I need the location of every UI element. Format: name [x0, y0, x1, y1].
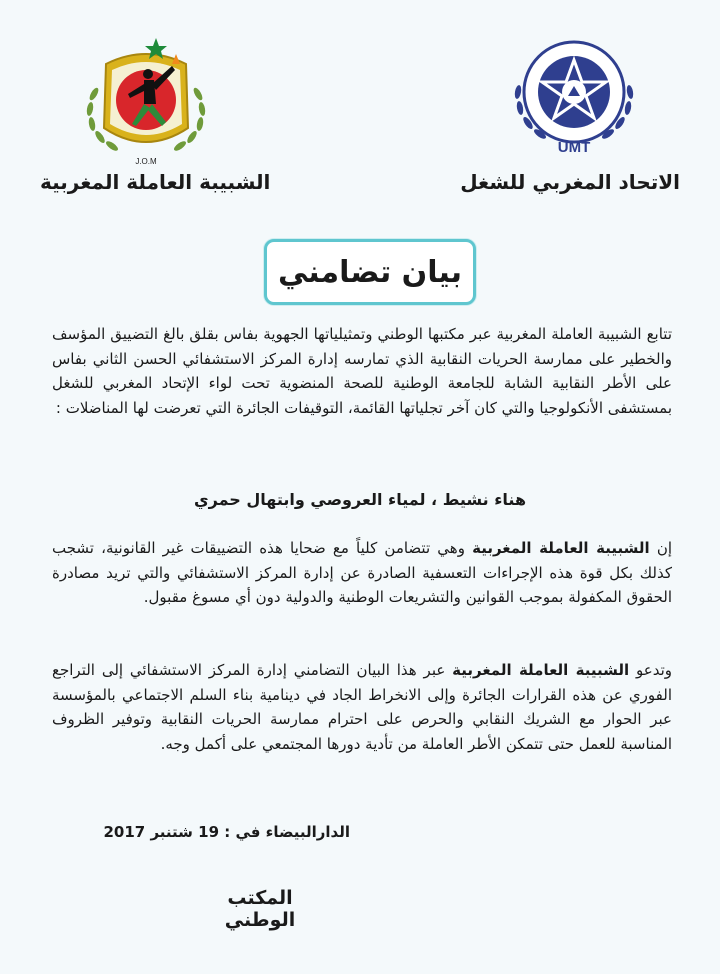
names-line: هناء نشيط ، لمياء العروصي وابتهال حمري: [193, 490, 527, 509]
title-box: [264, 239, 476, 305]
org-highlight: الشبيبة العاملة المغربية: [472, 539, 650, 557]
paragraph-intro: تتابع الشبيبة العاملة المغربية عبر مكتبها الوطني وتمثيلياتها الجهوية بفاس بقلق بالغ التضييق المؤسف والخطير على ممارسة الحريات النقابية الذي تمارسه إدارة المركز الاستشفائي الحسن الثاني بفاس على الأطر النقابية الشابة للجامعة الوطنية للصحة المنضوية تحت لواء الإتحاد المغربي للشغل بمستشفى الأنكولوجيا والتي كان آخر تجلياتها القائمة، التوقيفات الجائرة التي تعرضت لها المناضلات :: [52, 325, 672, 417]
svg-text:UMT: UMT: [557, 139, 591, 156]
jom-logo: [72, 24, 220, 172]
paragraph-prefix: إن: [649, 539, 673, 557]
org-name-umt: الاتحاد المغربي للشغل: [460, 170, 680, 194]
paragraph-call: [52, 658, 672, 756]
org-name-jom: الشبيبة العاملة المغربية: [40, 170, 271, 194]
date-line: الدارالبيضاء في : 19 شتنبر 2017: [103, 823, 350, 841]
paragraph-text: عبر هذا البيان التضامني إدارة المركز الاستشفائي إلى التراجع الفوري عن هذه القرارات الجائرة وإلى الانخراط الجاد في دينامية بناء السلم الاجتماعي بالمؤسسة عبر الحوار مع الشريك النقابي والحرص على احترام ممارسة الحريات النقابية وتوفير الظروف المناسبة للعمل حتى تتمكن الأطر العاملة من تأدية دورها المجتمعي على أكمل وجه.: [52, 661, 672, 753]
statement-title: بيان تضامني: [277, 254, 463, 290]
paragraph-text: وهي تتضامن كلياً مع ضحايا هذه التضييقات غير القانونية، تشجب كذلك بكل قوة هذه الإجراءات التعسفية الصادرة عن إدارة المركز الاستشفائي والتي تريد مصادرة الحقوق المكفولة بموجب القوانين والتشريعات الوطنية والدولية دون أي مسوغ مقبول.: [52, 539, 672, 606]
org-highlight: الشبيبة العاملة المغربية: [452, 661, 630, 679]
umt-logo: [500, 18, 648, 166]
paragraph-prefix: وتدعو: [629, 661, 673, 679]
signature: المكتب الوطني: [224, 887, 296, 931]
svg-text:J.O.M: J.O.M: [135, 157, 157, 166]
paragraph-condemnation: [52, 536, 672, 610]
